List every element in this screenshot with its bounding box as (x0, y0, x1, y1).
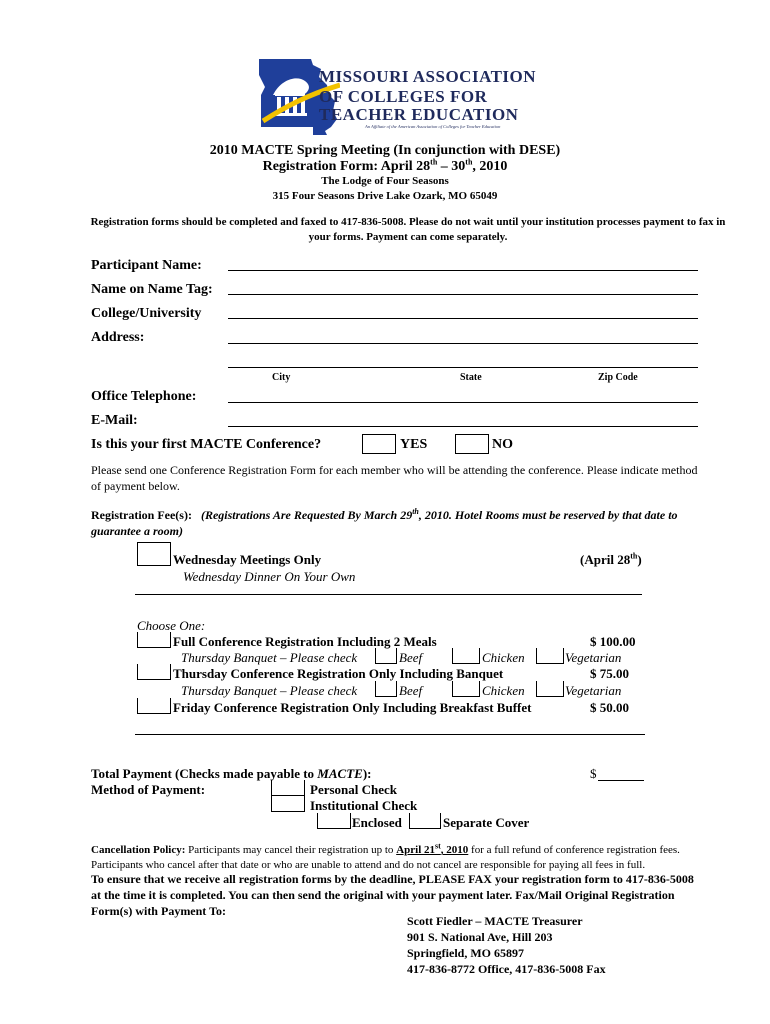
no-checkbox[interactable] (455, 434, 489, 454)
personal-check-checkbox[interactable] (271, 780, 305, 796)
zip-label: Zip Code (598, 372, 638, 383)
address-label: Address: (91, 330, 145, 345)
venue: The Lodge of Four Seasons (321, 175, 449, 187)
chicken-checkbox-2[interactable] (452, 681, 480, 697)
logo-line-1: MISSOURI ASSOCIATION (319, 67, 537, 86)
page-title: 2010 MACTE Spring Meeting (In conjunction with DESE) (209, 143, 561, 158)
registration-dates: Registration Form: April 28th – 30th, 2010 (262, 157, 508, 174)
thursday-only-option: Thursday Conference Registration Only Including Banquet (173, 666, 504, 681)
chicken-checkbox-1[interactable] (452, 648, 480, 664)
logo-tagline: An Affiliate of the American Association of Colleges for Teacher Education (365, 124, 501, 129)
cancellation-policy: Cancellation Policy: Participants may cancel their registration up to April 21st, 2010 for a full refund of conference registration fees. Participants who cancel after that date or who are unable to attend and do not cancel are responsible for paying all fees in full. (91, 841, 680, 871)
friday-only-checkbox[interactable] (137, 698, 171, 714)
yes-checkbox[interactable] (362, 434, 396, 454)
instructions: Registration forms should be completed and faxed to 417-836-5008. Please do not wait until your institution processes payment to fax in your forms. Payment can come separately. (90, 216, 726, 243)
college-input[interactable] (228, 318, 698, 319)
full-conference-option: Full Conference Registration Including 2 Meals (173, 634, 437, 649)
method-of-payment-label: Method of Payment: (91, 782, 206, 797)
office-phone-input[interactable] (228, 402, 698, 403)
vegetarian-label-2: Vegetarian (565, 683, 622, 698)
email-input[interactable] (228, 426, 698, 427)
wednesday-dinner: Wednesday Dinner On Your Own (183, 569, 356, 584)
thursday-only-price: $ 75.00 (590, 666, 629, 681)
total-dollar-sign: $ (590, 766, 597, 781)
yes-label: YES (400, 437, 428, 452)
vegetarian-checkbox-2[interactable] (536, 681, 564, 697)
fees-heading: Registration Fee(s): (Registrations Are Requested By March 29th, 2010. Hotel Rooms must be reserved by that date to guarantee a room) (91, 507, 678, 538)
divider-1 (135, 594, 642, 595)
college-label: College/University (91, 306, 202, 321)
wednesday-option: Wednesday Meetings Only (173, 552, 322, 567)
office-phone-label: Office Telephone: (91, 389, 197, 404)
member-note: Please send one Conference Registration Form for each member who will be attending the conference. Please indicate method of payment below. (91, 463, 698, 493)
divider-2 (135, 734, 645, 735)
address-input[interactable] (228, 343, 698, 344)
city-label: City (272, 372, 291, 383)
treasurer-city: Springfield, MO 65897 (407, 946, 525, 960)
vegetarian-label-1: Vegetarian (565, 650, 622, 665)
full-conference-checkbox[interactable] (137, 632, 171, 648)
logo-line-2: OF COLLEGES FOR (319, 87, 488, 106)
no-label: NO (492, 437, 513, 452)
thursday-banquet-label-1: Thursday Banquet – Please check (181, 650, 358, 665)
first-conference-label: Is this your first MACTE Conference? (91, 437, 322, 452)
name-tag-input[interactable] (228, 294, 698, 295)
thursday-only-checkbox[interactable] (137, 664, 171, 680)
city-state-zip-input[interactable] (228, 367, 698, 368)
separate-cover-checkbox[interactable] (409, 813, 441, 829)
beef-label-2: Beef (399, 683, 423, 698)
state-label: State (460, 372, 482, 383)
friday-only-option: Friday Conference Registration Only Including Breakfast Buffet (173, 700, 532, 715)
vegetarian-checkbox-1[interactable] (536, 648, 564, 664)
chicken-label-1: Chicken (482, 650, 525, 665)
institutional-check-label: Institutional Check (310, 798, 418, 813)
wednesday-date: (April 28th) (580, 551, 642, 567)
logo-line-3: TEACHER EDUCATION (319, 105, 519, 124)
beef-checkbox-2[interactable] (375, 681, 397, 697)
treasurer-street: 901 S. National Ave, Hill 203 (407, 930, 553, 944)
email-label: E-Mail: (91, 413, 138, 428)
thursday-banquet-label-2: Thursday Banquet – Please check (181, 683, 358, 698)
fax-instructions: To ensure that we receive all registration forms by the deadline, PLEASE FAX your registration form to 417-836-5008 at the time it is completed. You can then send the original with your payment later. Fax/Mail Original Registration Form(s) with Payment To: (91, 872, 694, 918)
total-payment-input[interactable] (598, 780, 644, 781)
participant-name-label: Participant Name: (91, 258, 202, 273)
institutional-check-checkbox[interactable] (271, 796, 305, 812)
separate-cover-label: Separate Cover (443, 815, 530, 830)
choose-one: Choose One: (137, 618, 206, 633)
personal-check-label: Personal Check (310, 782, 398, 797)
wednesday-checkbox[interactable] (137, 542, 171, 566)
participant-name-input[interactable] (228, 270, 698, 271)
full-conference-price: $ 100.00 (590, 634, 636, 649)
enclosed-checkbox[interactable] (317, 813, 351, 829)
enclosed-label: Enclosed (352, 815, 402, 830)
logo (255, 55, 537, 135)
beef-checkbox-1[interactable] (375, 648, 397, 664)
name-tag-label: Name on Name Tag: (91, 282, 213, 297)
total-payment-label: Total Payment (Checks made payable to MACTE): (91, 766, 372, 781)
treasurer-name: Scott Fiedler – MACTE Treasurer (407, 914, 583, 928)
treasurer-phones: 417-836-8772 Office, 417-836-5008 Fax (407, 962, 606, 976)
venue-address: 315 Four Seasons Drive Lake Ozark, MO 65049 (272, 190, 498, 202)
chicken-label-2: Chicken (482, 683, 525, 698)
beef-label-1: Beef (399, 650, 423, 665)
friday-only-price: $ 50.00 (590, 700, 629, 715)
